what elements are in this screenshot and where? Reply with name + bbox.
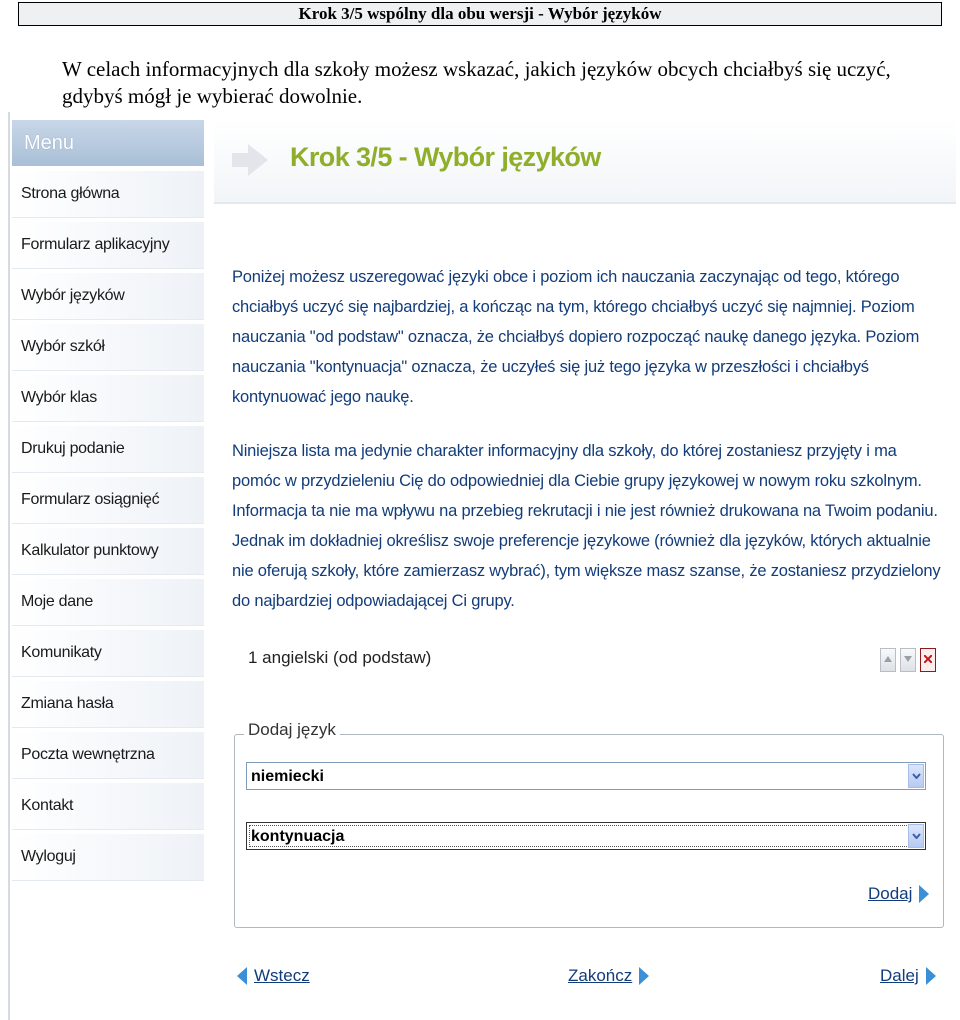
level-select-dropdown[interactable] bbox=[908, 824, 924, 848]
arrow-left-icon bbox=[236, 966, 248, 986]
sidebar-item-achievements-form[interactable]: Formularz osiągnięć bbox=[12, 477, 204, 524]
sidebar-item-application-form[interactable]: Formularz aplikacyjny bbox=[12, 222, 204, 269]
sidebar-item-language-choice[interactable]: Wybór języków bbox=[12, 273, 204, 320]
language-select-dropdown[interactable] bbox=[908, 764, 924, 788]
sidebar-menu bbox=[12, 120, 204, 881]
arrow-down-icon bbox=[904, 656, 912, 662]
language-select-value: niemiecki bbox=[251, 768, 324, 785]
instructions-paragraph: Poniżej możesz uszeregować języki obce i poziom ich nauczania zaczynając od tego, którego chciałbyś uczyć się najbardziej, a kończąc na tym, którego chciałbyś uczyć się najmniej. Poziom nauczania "od podstaw" oznacza, że chciałbyś dopiero rozpocząć naukę danego języka. Poziom nauczania "kontynuacja" oznacza, że uczyłeś się już tego języka w przeszłości i chciałbyś kontynuować jego naukę. bbox=[232, 268, 920, 406]
document-intro: W celach informacyjnych dla szkoły możesz wskazać, jakich języków obcych chciałbyś się uczyć, gdybyś mógł je wybierać dowolnie. bbox=[62, 57, 891, 108]
finish-label: Zakończ bbox=[568, 966, 633, 985]
add-language-legend: Dodaj język bbox=[244, 720, 340, 740]
move-up-button[interactable] bbox=[880, 648, 896, 672]
back-label: Wstecz bbox=[254, 966, 310, 985]
next-button[interactable] bbox=[880, 966, 937, 986]
finish-button[interactable] bbox=[568, 966, 650, 986]
page-title: Krok 3/5 - Wybór języków bbox=[290, 142, 601, 172]
sidebar-item-internal-mail[interactable]: Poczta wewnętrzna bbox=[12, 732, 204, 779]
level-select-value: kontynuacja bbox=[251, 828, 345, 845]
chevron-down-icon bbox=[912, 773, 921, 779]
delete-icon bbox=[924, 655, 932, 663]
sidebar-item-points-calculator[interactable]: Kalkulator punktowy bbox=[12, 528, 204, 575]
arrow-up-icon bbox=[884, 656, 892, 662]
sidebar-item-change-password[interactable]: Zmiana hasła bbox=[12, 681, 204, 728]
selected-language-item: 1 angielski (od podstaw) bbox=[248, 648, 432, 667]
chevron-down-icon bbox=[912, 833, 921, 839]
menu-title: Menu bbox=[12, 120, 204, 167]
add-label: Dodaj bbox=[868, 884, 913, 903]
next-label: Dalej bbox=[880, 966, 919, 985]
sidebar-item-logout[interactable]: Wyloguj bbox=[12, 834, 204, 881]
sidebar-item-school-choice[interactable]: Wybór szkół bbox=[12, 324, 204, 371]
sidebar-item-contact[interactable]: Kontakt bbox=[12, 783, 204, 830]
info-paragraph: Niniejsza lista ma jedynie charakter informacyjny dla szkoły, do której zostaniesz przyjęty i ma pomóc w przydzieleniu Cię do odpowiedniej dla Ciebie grupy językowej w nowym roku szkolnym. Informacja ta nie ma wpływu na przebieg rekrutacji i nie jest również drukowana na Twoim podaniu. Jednak im dokładniej określisz swoje preferencje językowe (również dla języków, których aktualnie nie oferują szkoły, które zamierzasz wybrać), tym większe masz szanse, że zostaniesz przydzielony do najbardziej odpowiadającej Ci grupy. bbox=[232, 442, 941, 610]
frame-border bbox=[8, 112, 10, 1020]
arrow-right-icon bbox=[918, 884, 930, 904]
document-header: Krok 3/5 wspólny dla obu wersji - Wybór języków bbox=[18, 2, 942, 26]
arrow-right-icon bbox=[230, 142, 270, 178]
arrow-right-icon bbox=[638, 966, 650, 986]
sidebar-item-home[interactable]: Strona główna bbox=[12, 171, 204, 218]
title-banner bbox=[214, 120, 956, 204]
level-select[interactable] bbox=[246, 822, 926, 850]
delete-button[interactable] bbox=[920, 648, 936, 672]
arrow-right-icon bbox=[925, 966, 937, 986]
language-select[interactable] bbox=[246, 762, 926, 790]
sidebar-item-messages[interactable]: Komunikaty bbox=[12, 630, 204, 677]
add-language-button[interactable] bbox=[868, 884, 930, 904]
sidebar-item-print-application[interactable]: Drukuj podanie bbox=[12, 426, 204, 473]
move-down-button[interactable] bbox=[900, 648, 916, 672]
back-button[interactable] bbox=[236, 966, 310, 986]
sidebar-item-my-data[interactable]: Moje dane bbox=[12, 579, 204, 626]
sidebar-item-class-choice[interactable]: Wybór klas bbox=[12, 375, 204, 422]
